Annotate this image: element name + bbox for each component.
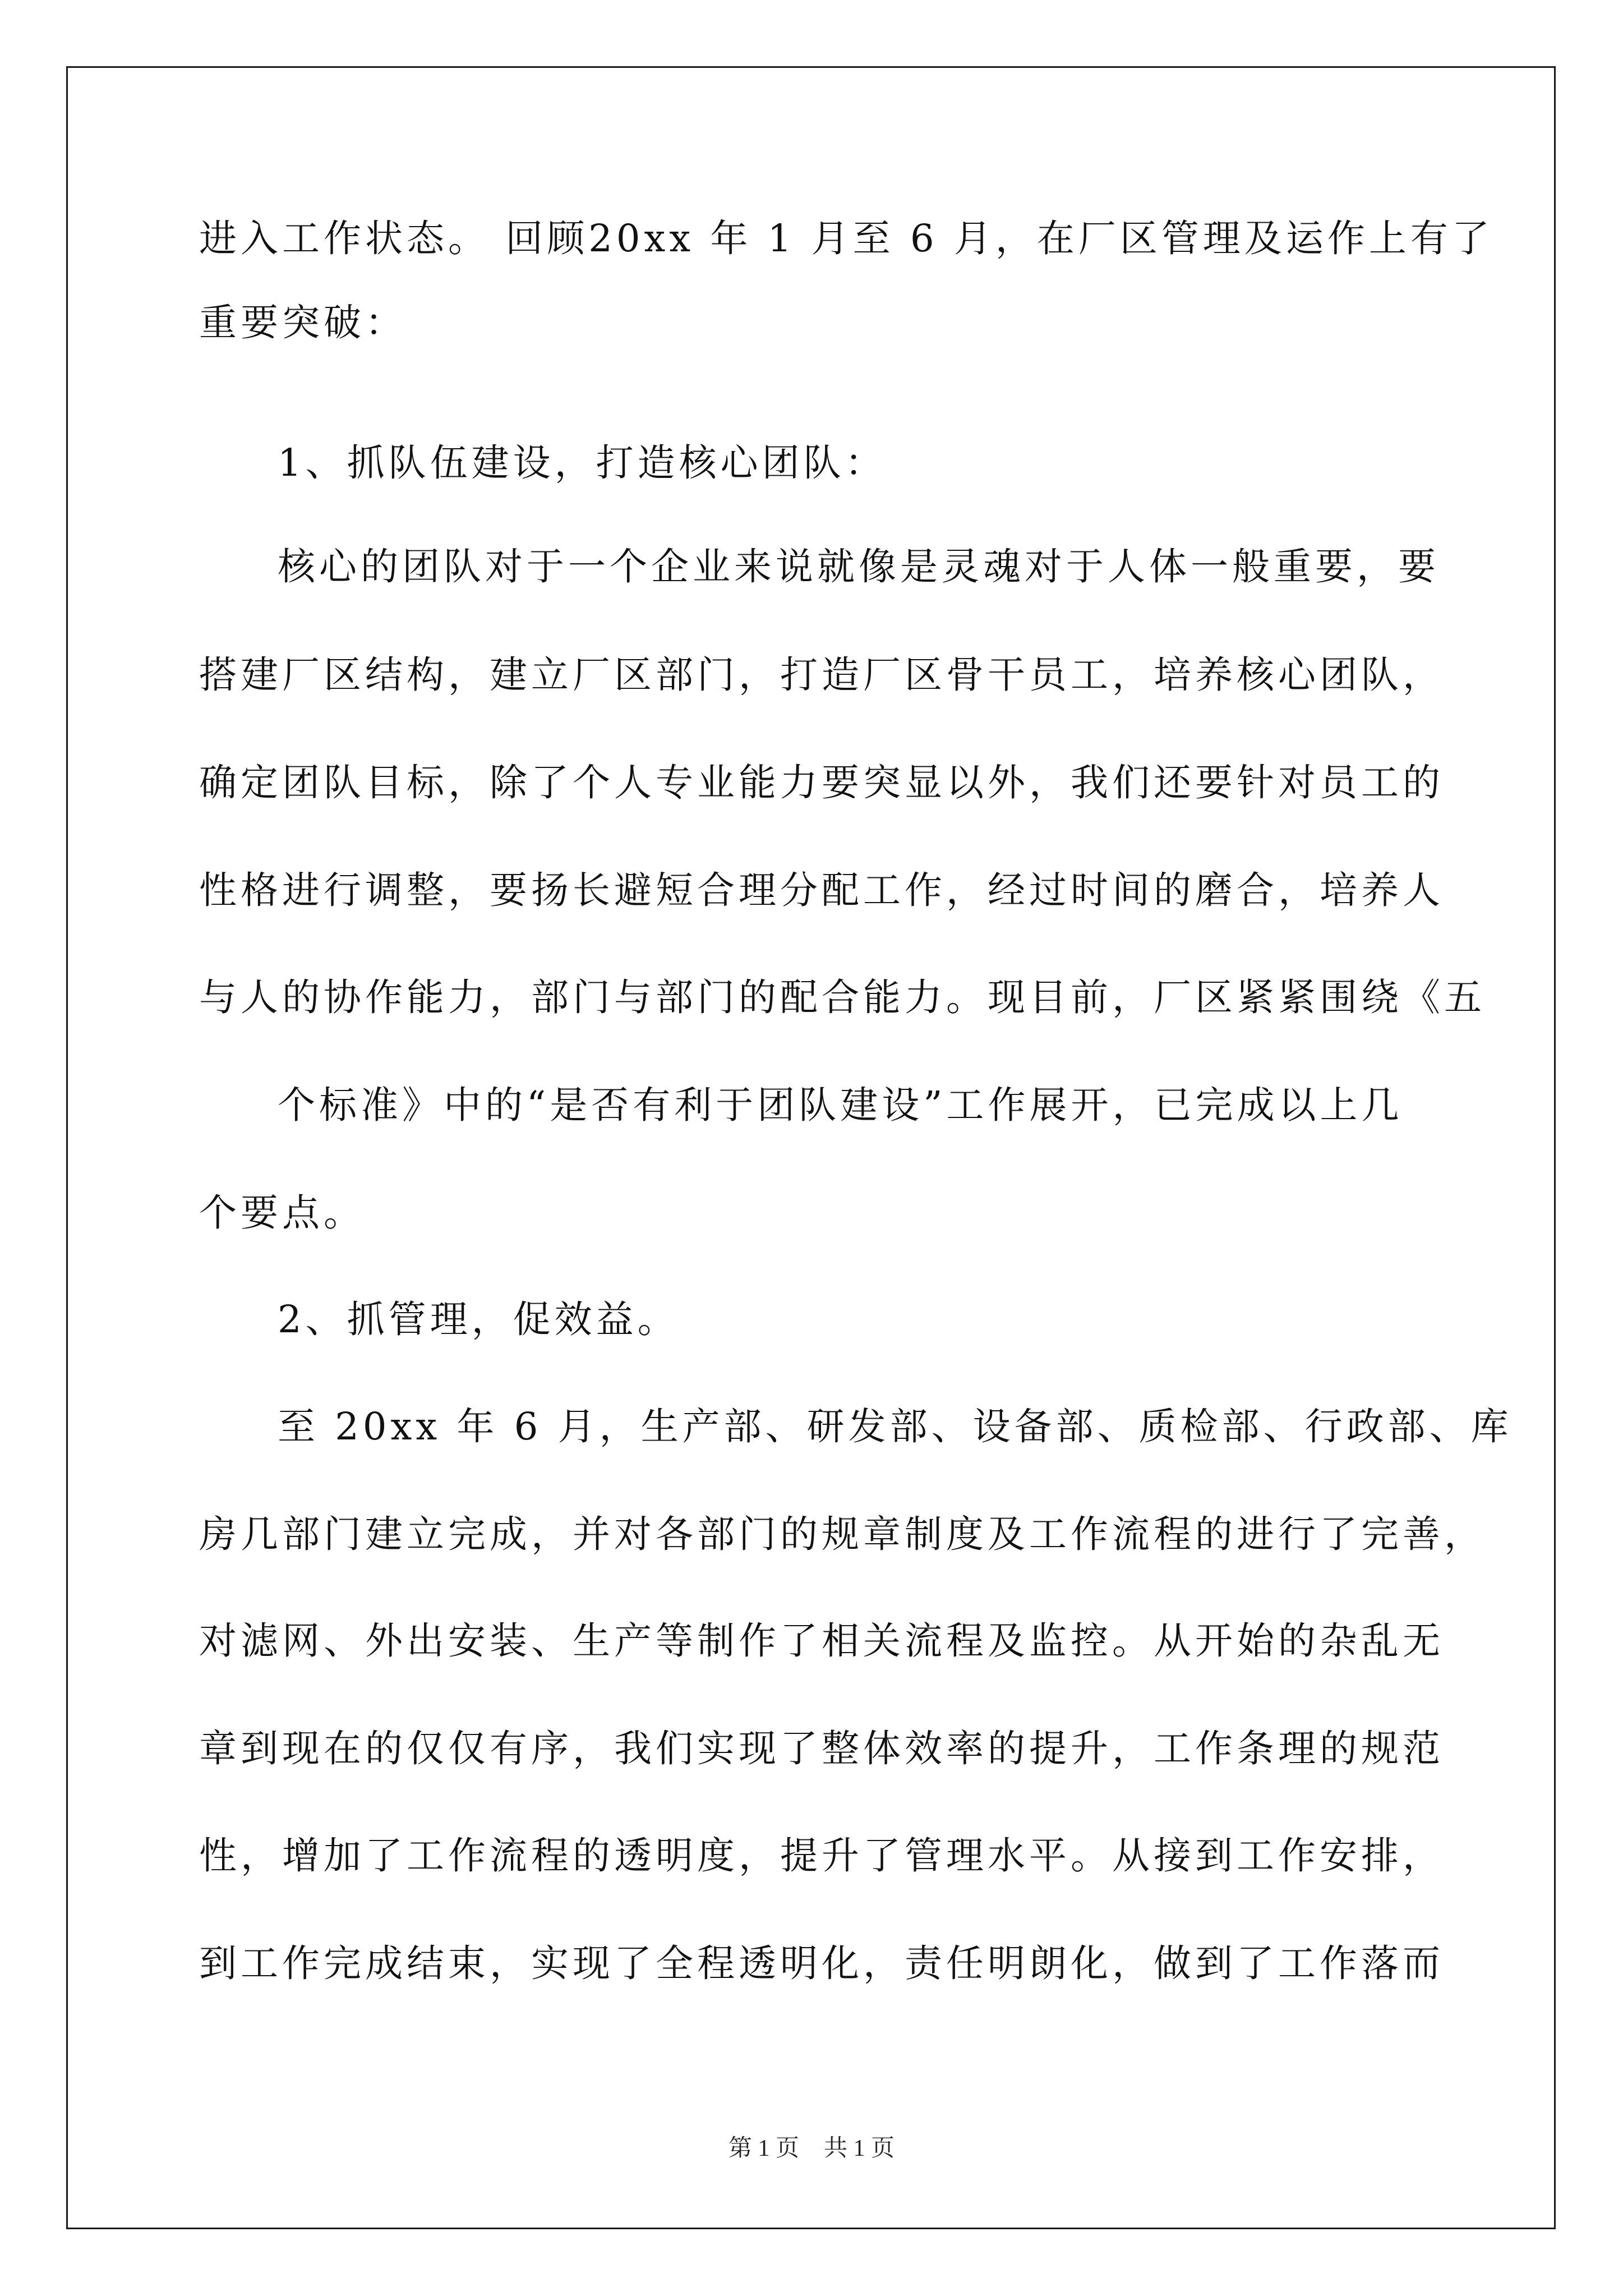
body-line: 核心的团队对于一个企业来说就像是灵魂对于人体一般重要，要 bbox=[278, 545, 1440, 588]
body-line: 房几部门建立完成，并对各部门的规章制度及工作流程的进行了完善， bbox=[199, 1512, 1486, 1556]
body-line: 个要点。 bbox=[199, 1191, 365, 1235]
body-line: 章到现在的仅仅有序，我们实现了整体效率的提升，工作条理的规范 bbox=[199, 1727, 1444, 1770]
body-line: 性，增加了工作流程的透明度，提升了管理水平。从接到工作安排， bbox=[199, 1834, 1444, 1878]
section-heading: 1、抓队伍建设，打造核心团队： bbox=[278, 441, 887, 485]
body-line: 重要突破： bbox=[199, 301, 407, 344]
body-line: 搭建厂区结构，建立厂区部门，打造厂区骨干员工，培养核心团队， bbox=[199, 653, 1444, 697]
body-line: 进入工作状态。 回顾20xx 年 1 月至 6 月，在厂区管理及运作上有了 bbox=[199, 217, 1493, 260]
page-total: 共 1 页 bbox=[824, 2136, 895, 2161]
page-footer bbox=[0, 2134, 1623, 2162]
body-line: 对滤网、外出安装、生产等制作了相关流程及监控。从开始的杂乱无 bbox=[199, 1619, 1444, 1663]
body-line: 至 20xx 年 6 月，生产部、研发部、设备部、质检部、行政部、库 bbox=[278, 1405, 1513, 1448]
body-line: 性格进行调整，要扬长避短合理分配工作，经过时间的磨合，培养人 bbox=[199, 868, 1444, 912]
body-line: 个标准》中的“是否有利于团队建设”工作展开，已完成以上几 bbox=[278, 1083, 1403, 1127]
page-number: 第 1 页 bbox=[728, 2136, 799, 2161]
section-heading: 2、抓管理，促效益。 bbox=[278, 1297, 679, 1341]
page-border bbox=[66, 66, 1556, 2229]
body-line: 到工作完成结束，实现了全程透明化，责任明朗化，做到了工作落而 bbox=[199, 1941, 1444, 1985]
body-line: 与人的协作能力，部门与部门的配合能力。现目前，厂区紧紧围绕《五 bbox=[199, 976, 1486, 1019]
body-line: 确定团队目标，除了个人专业能力要突显以外，我们还要针对员工的 bbox=[199, 761, 1444, 804]
